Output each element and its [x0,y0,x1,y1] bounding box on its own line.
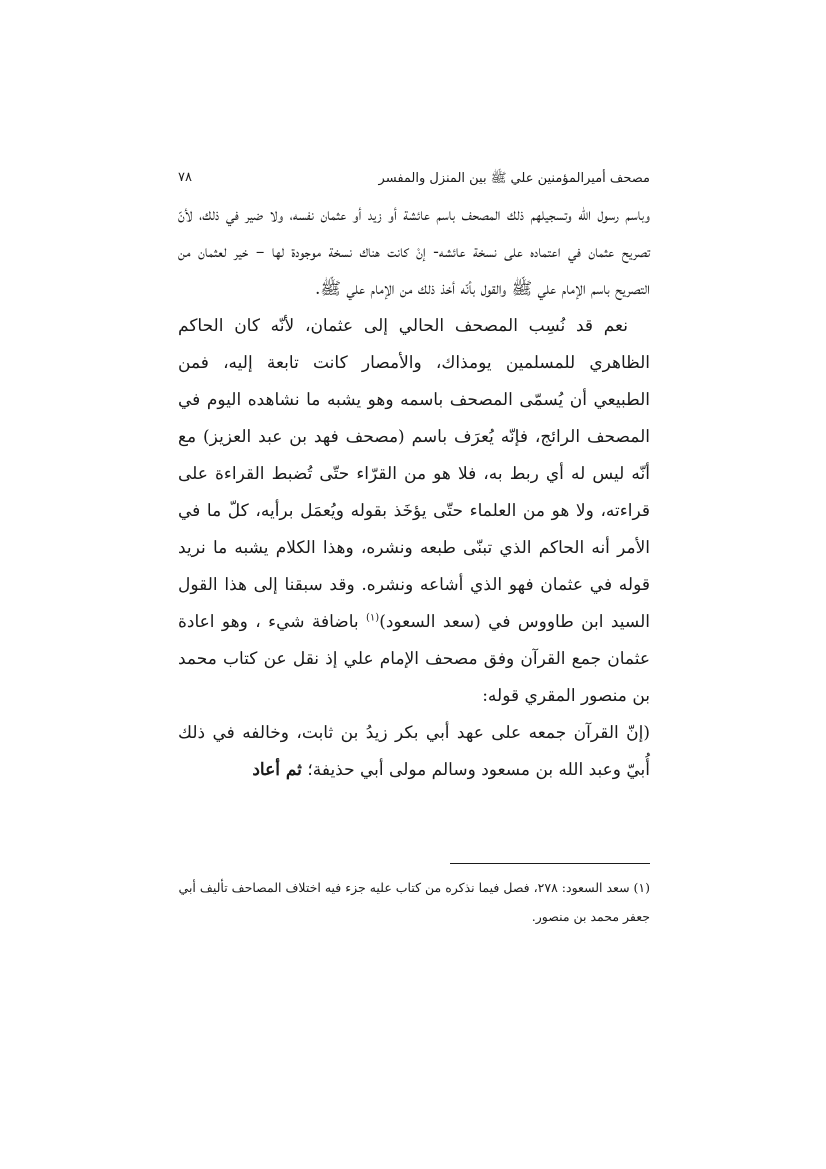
running-header [178,170,650,192]
paragraph-3-quote [178,715,650,789]
footnote-text: (١) سعد السعود: ٢٧٨، فصل فيما نذكره من كتاب عليه جزء فيه اختلاف المصاحف تأليف أبي جعفر محمد بن منصور. [178,880,650,924]
footnote [178,873,650,931]
paragraph-2-text-before: نعم قد نُسِب المصحف الحالي إلى عثمان، لأنّه كان الحاكم الظاهري للمسلمين يومذاك، والأمصار كانت تابعة إليه، فمن الطبيعي أن يُسمّى المصحف باسمه وهو يشبه ما نشاهده اليوم في المصحف الرائج، فإنّه يُعرَف باسم (مصحف فهد بن عبد العزيز) مع أنّه ليس له أي ربط به، فلا هو من القرّاء حتّى تُضبط القراءة على قراءته، ولا هو من العلماء حتّى يؤخَذ بقوله ويُعمَل برأيه، كلّ ما في الأمر أنه الحاكم الذي تبنّى طبعه ونشره، وهذا الكلام يشبه ما نريد قوله في عثمان فهو الذي أشاعه ونشره. وقد سبقنا إلى هذا القول السيد ابن طاووس في (سعد السعود) [178,316,650,632]
paragraph-1: وباسم رسول الله وتسجيلهم ذلك المصحف باسم عائشة أو زيد أو عثمان نفسه، ولا ضير في ذلك، لأنّ تصريح عثمان في اعتماده على نسخة عائشه- إنْ كانت هناك نسخة موجودة لها – خير لعثمان من التصريح باسم الإمام علي ﷺ والقول بأنّه أخذ ذلك من الإمام علي ﷺ. [178,205,650,299]
paragraph-2-text-after: باضافة شيء ، وهو اعادة عثمان جمع القرآن وفق مصحف الإمام علي إذ نقل عن كتاب محمد بن منصور المقري قوله: [178,612,650,706]
quote-bold-text: ثم أعاد [252,760,302,780]
quote-text: (إنّ القرآن جمعه على عهد أبي بكر زيدُ بن ثابت، وخالفه في ذلك أُبيّ وعبد الله بن مسعود وسالم مولى أبي حذيفة؛ [178,723,650,780]
footnote-divider [450,863,650,864]
paragraph-2 [178,308,650,715]
page-number: ٧٨ [178,170,192,185]
main-text [178,197,650,789]
running-title: مصحف أميرالمؤمنين علي ﷺ بين المنزل والمفسر [378,171,650,186]
footnote-reference: (١) [366,612,380,624]
